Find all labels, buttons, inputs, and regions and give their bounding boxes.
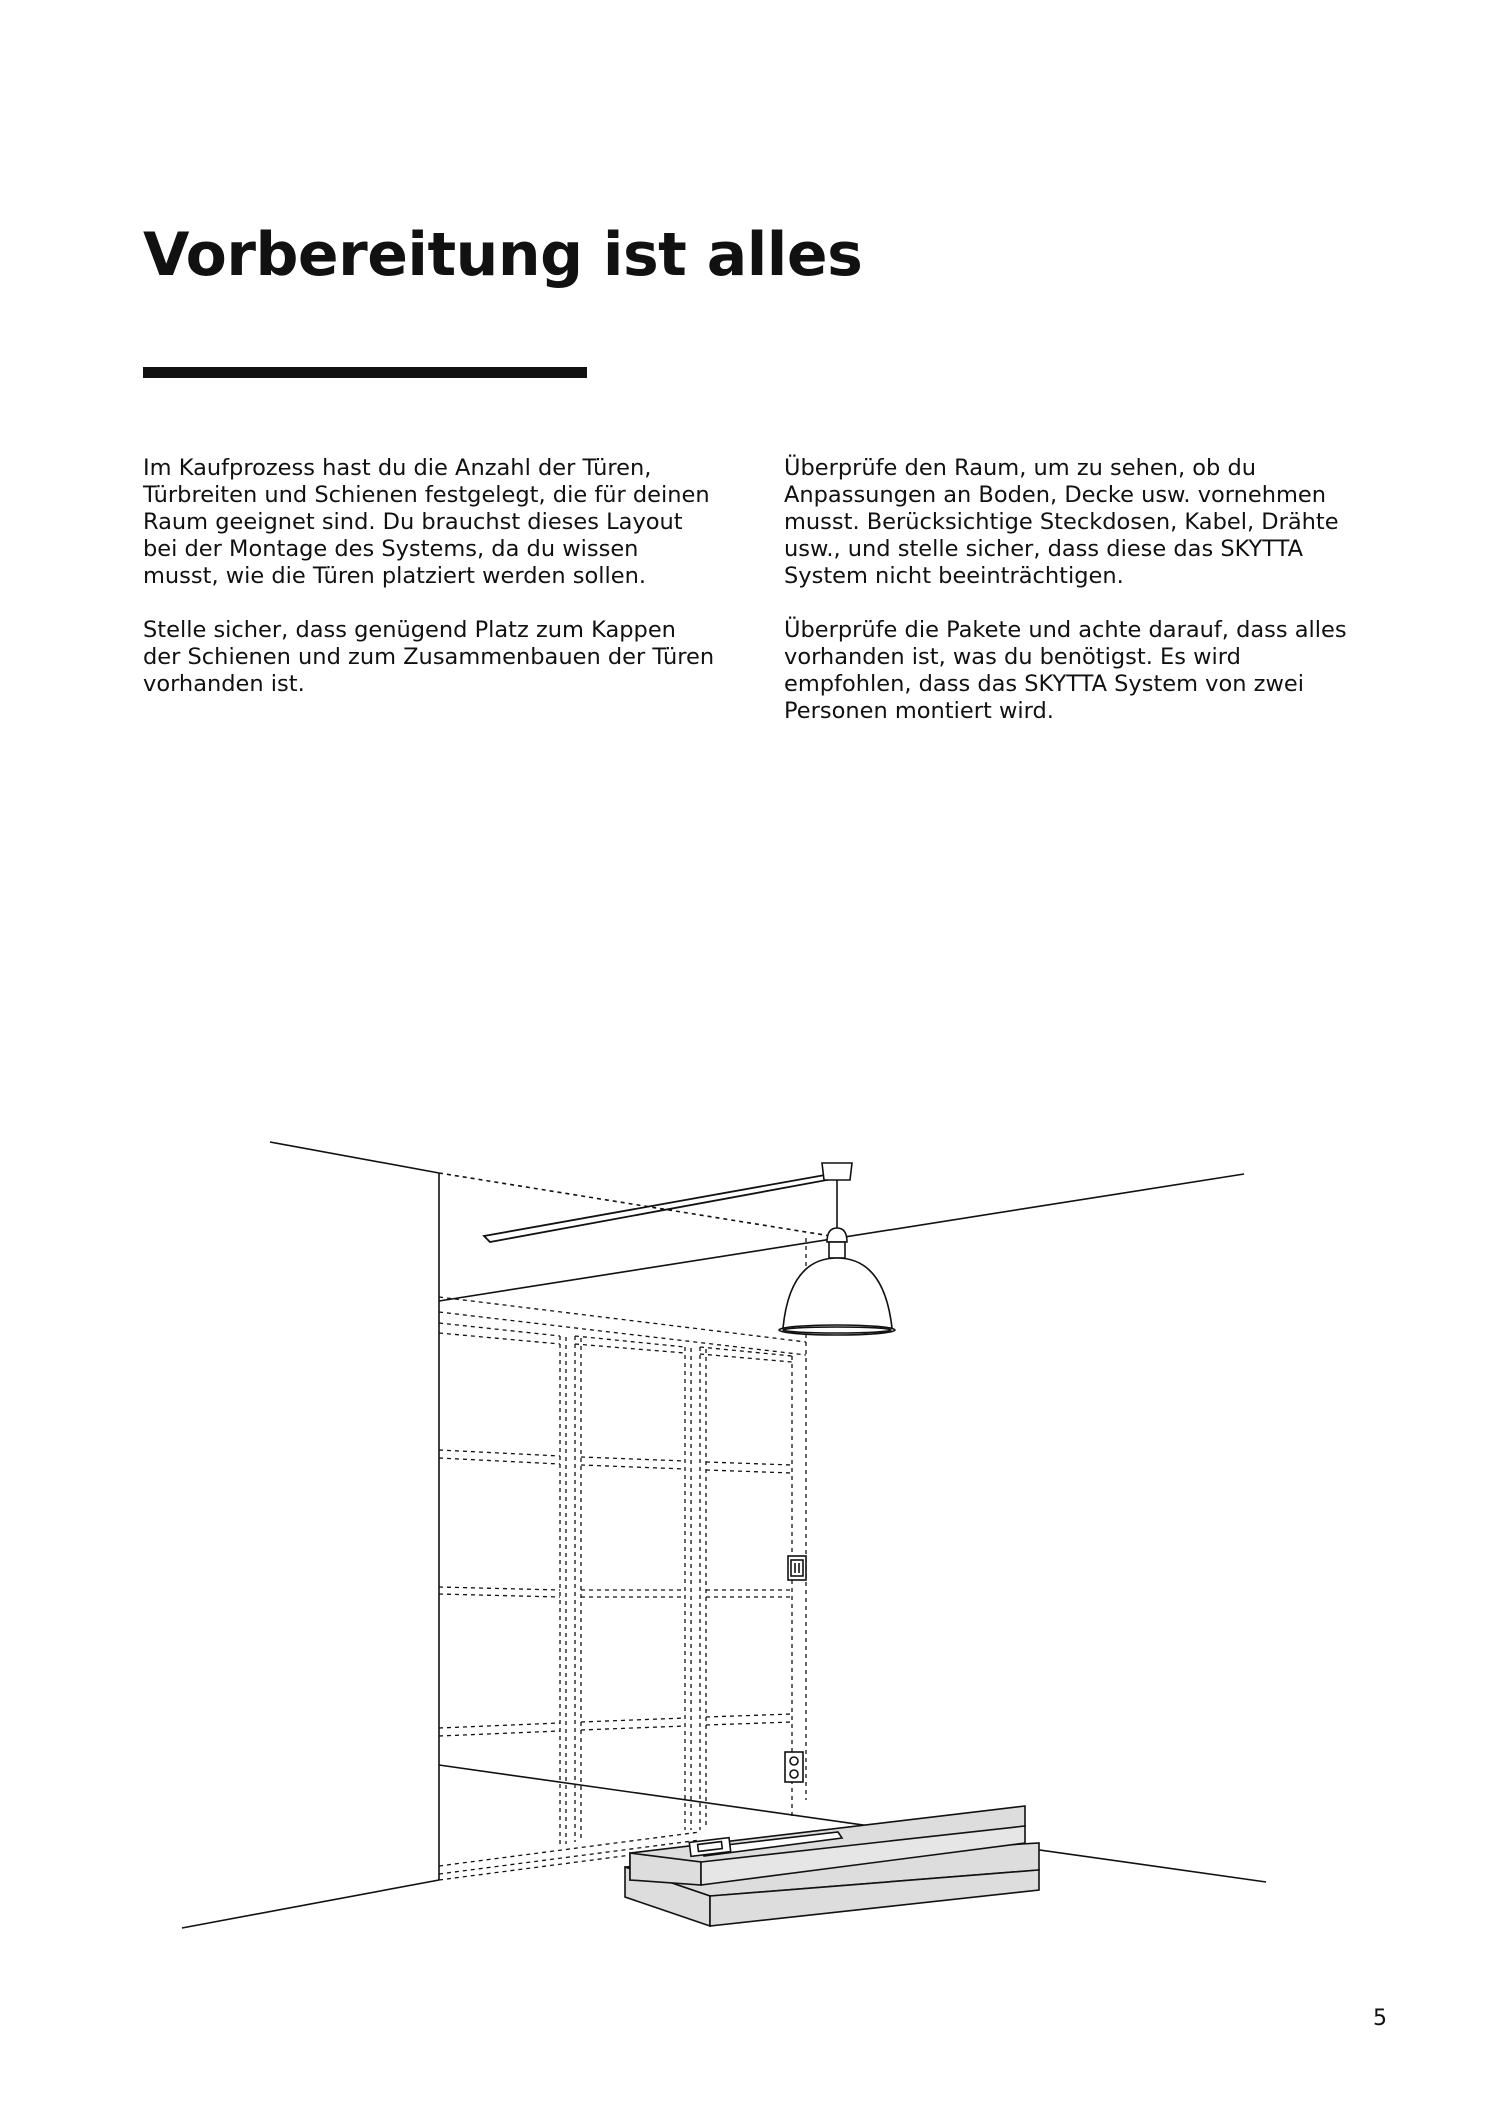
room-preparation-illustration xyxy=(0,1120,1489,1960)
paragraph: Stelle sicher, dass genügend Platz zum Kappen der Schienen und zum Zusammenbauen der Türen vorhanden ist. xyxy=(143,617,715,697)
wall-socket-icon xyxy=(785,1752,803,1782)
rail-icon xyxy=(439,1173,837,1242)
paragraph: Überprüfe den Raum, um zu sehen, ob du Anpassungen an Boden, Decke usw. vornehmen musst. Berücksichtige Steckdosen, Kabel, Drähte usw., und stelle sicher, dass diese das SKYTTA System nicht beeinträchtigen. xyxy=(784,455,1339,589)
paragraph: Überprüfe die Pakete und achte darauf, dass alles vorhanden ist, was du benötigst. Es wird empfohlen, dass das SKYTTA System von zwei Personen montiert wird. xyxy=(784,617,1347,724)
text-column-right xyxy=(784,455,1359,752)
page-number: 5 xyxy=(1373,2006,1387,2031)
pendant-lamp-icon xyxy=(779,1163,895,1335)
door-outlines-icon xyxy=(439,1238,806,1880)
package-boxes-icon xyxy=(625,1806,1039,1926)
room-lines-icon xyxy=(182,1142,1266,1928)
wall-socket-icon xyxy=(788,1556,806,1580)
title-underline-rule xyxy=(143,367,587,378)
page-title: Vorbereitung ist alles xyxy=(143,220,863,290)
paragraph: Im Kaufprozess hast du die Anzahl der Türen, Türbreiten und Schienen festgelegt, die für deinen Raum geeignet sind. Du brauchst dieses Layout bei der Montage des Systems, da du wissen musst, wie die Türen platziert werden sollen. xyxy=(143,455,710,589)
text-column-left xyxy=(143,455,718,725)
